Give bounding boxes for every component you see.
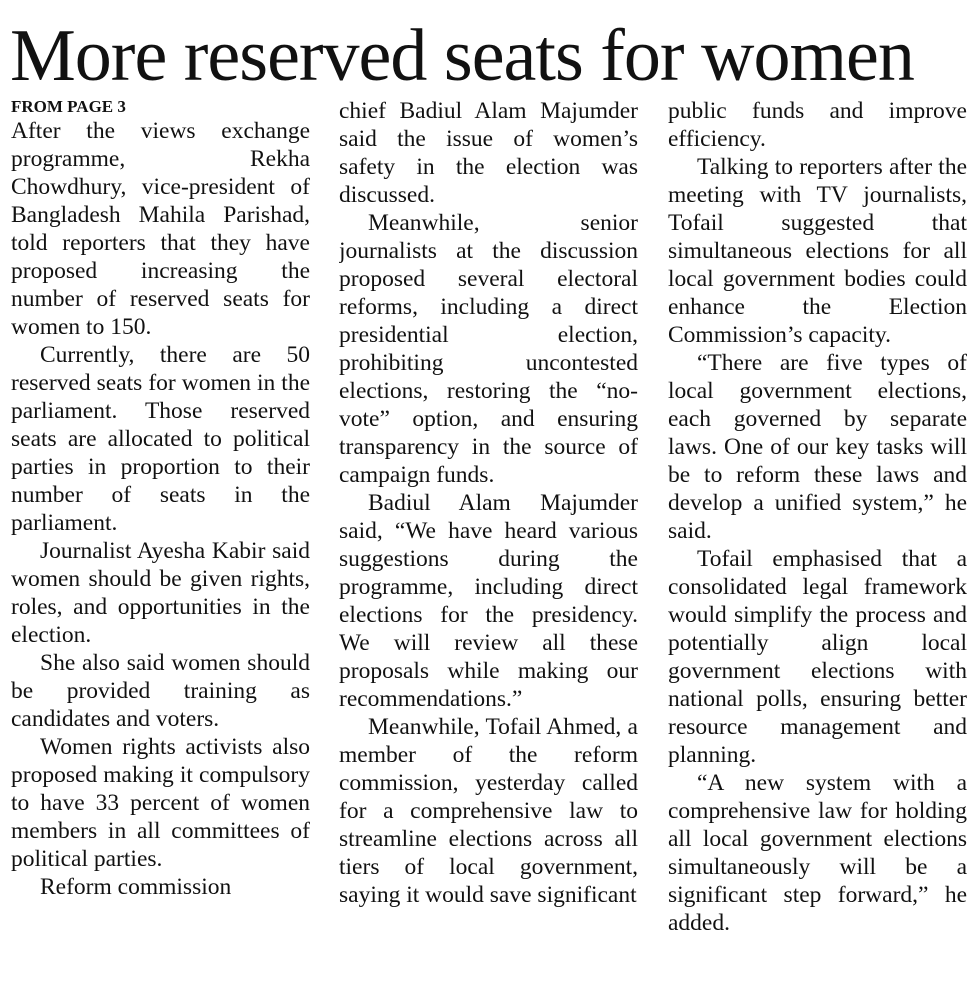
article-column-1 [11, 97, 310, 993]
paragraph: public funds and improve efficiency. [668, 98, 967, 152]
paragraph: “There are five types of local government elections, each governed by separate laws. One of our key tasks will be to reform these laws and develop a unified system,” he said. [668, 350, 967, 544]
paragraph: Meanwhile, Tofail Ahmed, a member of the reform commission, yesterday called for a comprehensive law to streamline elections across all tiers of local government, saying it would save significant [339, 714, 638, 908]
paragraph: Tofail emphasised that a consolidated legal framework would simplify the process and potentially align local government elections with national polls, ensuring better resource management and planning. [668, 546, 967, 768]
paragraph: Reform commission [40, 874, 232, 900]
headline: More reserved seats for women [10, 15, 914, 97]
article-column-2 [339, 97, 638, 993]
paragraph: Badiul Alam Majumder said, “We have heard various suggestions during the programme, including direct elections for the presidency. We will review all these proposals while making our recommendations.” [339, 490, 638, 712]
dateline: FROM PAGE 3 [11, 97, 126, 116]
article-column-3 [668, 97, 967, 993]
paragraph: “A new system with a comprehensive law for holding all local government elections simultaneously will be a significant step forward,” he added. [668, 770, 967, 936]
paragraph: After the views exchange programme, Rekha Chowdhury, vice-president of Bangladesh Mahila Parishad, told reporters that they have proposed increasing the number of reserved seats for women to 150. [11, 118, 310, 340]
paragraph: chief Badiul Alam Majumder said the issue of women’s safety in the election was discussed. [339, 98, 638, 208]
paragraph: Journalist Ayesha Kabir said women should be given rights, roles, and opportunities in the election. [11, 538, 310, 648]
paragraph: Currently, there are 50 reserved seats for women in the parliament. Those reserved seats are allocated to political parties in proportion to their number of seats in the parliament. [11, 342, 310, 536]
paragraph: She also said women should be provided training as candidates and voters. [11, 650, 310, 732]
paragraph: Meanwhile, senior journalists at the discussion proposed several electoral reforms, including a direct presidential election, prohibiting uncontested elections, restoring the “no-vote” option, and ensuring transparency in the source of campaign funds. [339, 210, 638, 488]
paragraph: Women rights activists also proposed making it compulsory to have 33 percent of women members in all committees of political parties. [11, 734, 310, 872]
paragraph: Talking to reporters after the meeting with TV journalists, Tofail suggested that simultaneous elections for all local government bodies could enhance the Election Commission’s capacity. [668, 154, 967, 348]
